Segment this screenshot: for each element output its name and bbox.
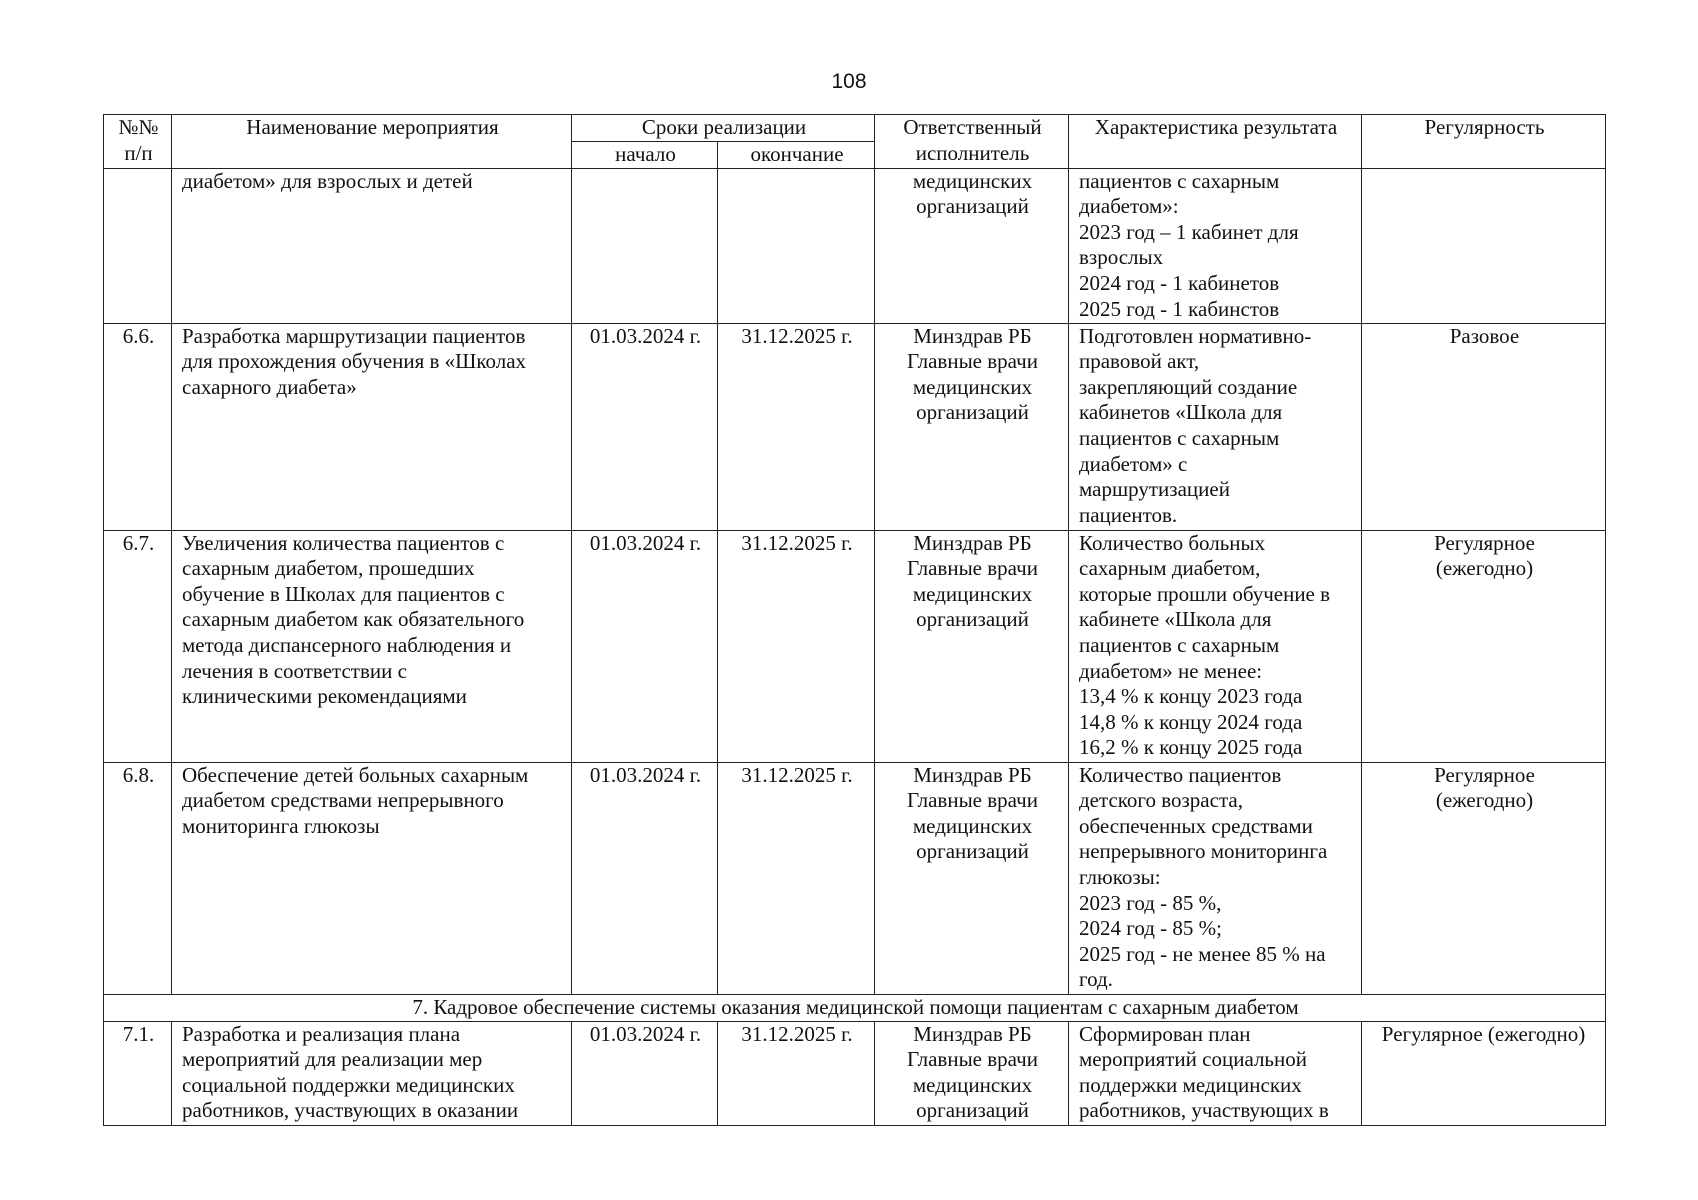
row-result-line: кабинетов «Школа для [1079, 400, 1283, 425]
row-result-line: Сформирован план [1079, 1021, 1251, 1046]
row-responsible-line: Минздрав РБ [913, 323, 1032, 348]
row-result-line: 13,4 % к концу 2023 года [1079, 684, 1303, 709]
row-responsible [875, 530, 1069, 762]
row-responsible-line: Минздрав РБ [913, 1021, 1032, 1046]
page-number: 108 [831, 70, 867, 93]
table-row [104, 168, 1606, 323]
row-regularity [1362, 1021, 1606, 1125]
row-name-line: клиническими рекомендациями [182, 684, 467, 709]
table-row [104, 762, 1606, 994]
row-responsible [875, 168, 1069, 323]
row-responsible-line: медицинских [912, 374, 1033, 399]
row-name-line: сахарного диабета» [182, 374, 357, 399]
row-name-line: работников, участвующих в оказании [182, 1098, 519, 1123]
row-name-line: для прохождения обучения в «Школах [182, 349, 527, 374]
section-row [104, 994, 1606, 1021]
row-result-line: 2024 год - 1 кабинетов [1079, 270, 1280, 295]
row-responsible-line: организаций [916, 194, 1029, 219]
row-responsible-line: организаций [916, 1098, 1029, 1123]
row-result-line: которые прошли обучение в [1079, 581, 1331, 606]
row-responsible [875, 323, 1069, 530]
row-responsible-line: Главные врачи [907, 556, 1038, 581]
row-responsible-line: Главные врачи [907, 349, 1038, 374]
row-result-line: обеспеченных средствами [1079, 813, 1313, 838]
table-row [104, 530, 1606, 762]
row-regularity-line: Регулярное [1434, 762, 1535, 787]
header-name: Наименование мероприятия [172, 115, 572, 169]
row-result [1069, 762, 1362, 994]
row-regularity [1362, 530, 1606, 762]
row-regularity-line: (ежегодно) [1435, 788, 1534, 813]
row-responsible-line: организаций [916, 839, 1029, 864]
header-number-line-1: №№ [118, 115, 159, 139]
row-responsible-line: медицинских [912, 1072, 1033, 1097]
row-responsible-line: медицинских [912, 813, 1033, 838]
row-name-line: мероприятий для реализации мер [182, 1047, 483, 1072]
row-name-line: Обеспечение детей больных сахарным [182, 762, 529, 787]
row-result [1069, 168, 1362, 323]
row-start [572, 168, 718, 323]
row-end [718, 168, 875, 323]
activities-table [103, 114, 1606, 1126]
row-responsible-line: Минздрав РБ [913, 530, 1032, 555]
row-name-line: диабетом средствами непрерывного [182, 788, 504, 813]
section-body [104, 994, 1606, 1125]
row-number: 6.7. [104, 530, 172, 762]
row-responsible-line: Главные врачи [907, 788, 1038, 813]
row-responsible-line: организаций [916, 400, 1029, 425]
row-result [1069, 530, 1362, 762]
header-regularity: Регулярность [1362, 115, 1606, 169]
row-name [172, 1021, 572, 1125]
row-name-line: мониторинга глюкозы [182, 813, 380, 838]
row-result-line: пациентов с сахарным [1079, 632, 1280, 657]
row-end: 31.12.2025 г. [718, 323, 875, 530]
row-responsible-line: медицинских [912, 168, 1033, 193]
row-name-line: Разработка и реализация плана [182, 1021, 461, 1046]
row-regularity-line: Разовое [1449, 323, 1520, 348]
row-regularity-line: (ежегодно) [1435, 556, 1534, 581]
row-name-line: сахарным диабетом, прошедших [182, 556, 475, 581]
row-number: 6.8. [104, 762, 172, 994]
row-result-line: 2024 год - 85 %; [1079, 916, 1222, 941]
row-result-line: Количество пациентов [1079, 762, 1282, 787]
row-name-line: Увеличения количества пациентов с [182, 530, 505, 555]
row-responsible-line: Минздрав РБ [913, 762, 1032, 787]
row-name [172, 762, 572, 994]
row-name-line: Разработка маршрутизации пациентов [182, 323, 526, 348]
header-number [104, 115, 172, 169]
row-result-line: мероприятий социальной [1079, 1047, 1307, 1072]
row-name [172, 323, 572, 530]
row-result-line: сахарным диабетом, [1079, 556, 1261, 581]
row-result-line: 2023 год – 1 кабинет для [1079, 219, 1299, 244]
row-result-line: детского возраста, [1079, 788, 1243, 813]
row-result-line: правовой акт, [1079, 349, 1200, 374]
row-result-line: 2025 год - не менее 85 % на [1079, 941, 1326, 966]
row-start: 01.03.2024 г. [572, 762, 718, 994]
table-body [104, 168, 1606, 994]
header-start: начало [572, 142, 718, 169]
row-result-line: маршрутизацией [1079, 477, 1230, 502]
header-end: окончание [718, 142, 875, 169]
row-name-line: метода диспансерного наблюдения и [182, 632, 512, 657]
row-result-line: диабетом» не менее: [1079, 658, 1263, 683]
header-responsible [875, 115, 1069, 169]
row-result-line: год. [1079, 967, 1113, 992]
row-result-line: 2023 год - 85 %, [1079, 890, 1222, 915]
row-name-line: обучение в Школах для пациентов с [182, 581, 505, 606]
row-result-line: Подготовлен нормативно- [1079, 323, 1312, 348]
row-result-line: поддержки медицинских [1079, 1072, 1302, 1097]
row-number [104, 168, 172, 323]
row-result-line: пациентов. [1079, 502, 1178, 527]
row-result-line: диабетом»: [1079, 194, 1179, 219]
table-row [104, 1021, 1606, 1125]
row-result-line: диабетом» с [1079, 451, 1188, 476]
row-result [1069, 1021, 1362, 1125]
row-end: 31.12.2025 г. [718, 1021, 875, 1125]
row-name-line: социальной поддержки медицинских [182, 1072, 515, 1097]
row-name [172, 530, 572, 762]
header-result: Характеристика результата [1069, 115, 1362, 169]
row-end: 31.12.2025 г. [718, 762, 875, 994]
row-start: 01.03.2024 г. [572, 1021, 718, 1125]
row-name [172, 168, 572, 323]
row-result-line: непрерывного мониторинга [1079, 839, 1328, 864]
row-result-line: пациентов с сахарным [1079, 168, 1280, 193]
row-result-line: работников, участвующих в [1079, 1098, 1329, 1123]
row-result [1069, 323, 1362, 530]
row-result-line: закрепляющий создание [1079, 374, 1298, 399]
header-responsible-line-2: исполнитель [915, 140, 1030, 165]
header-number-line-2: п/п [124, 140, 153, 165]
row-result-line: 2025 год - 1 кабинстов [1079, 296, 1280, 321]
row-number: 6.6. [104, 323, 172, 530]
row-result-line: взрослых [1079, 245, 1164, 270]
row-result-line: 16,2 % к концу 2025 года [1079, 735, 1303, 760]
row-responsible [875, 1021, 1069, 1125]
row-responsible [875, 762, 1069, 994]
row-regularity-line: Регулярное (ежегодно) [1381, 1021, 1586, 1046]
row-name-line: сахарным диабетом как обязательного [182, 607, 525, 632]
section-title: 7. Кадровое обеспечение системы оказания медицинской помощи пациентам с сахарным диабетом [104, 994, 1606, 1021]
row-start: 01.03.2024 г. [572, 323, 718, 530]
header-responsible-line-1: Ответственный [903, 115, 1042, 139]
row-regularity-line: Регулярное [1434, 530, 1535, 555]
row-number: 7.1. [104, 1021, 172, 1125]
row-start: 01.03.2024 г. [572, 530, 718, 762]
row-regularity [1362, 168, 1606, 323]
header-terms: Сроки реализации [572, 115, 875, 142]
row-regularity [1362, 762, 1606, 994]
row-result-line: кабинете «Школа для [1079, 607, 1272, 632]
row-result-line: пациентов с сахарным [1079, 425, 1280, 450]
row-result-line: глюкозы: [1079, 864, 1161, 889]
row-responsible-line: медицинских [912, 581, 1033, 606]
row-name-line: диабетом» для взрослых и детей [182, 168, 473, 193]
row-result-line: Количество больных [1079, 530, 1266, 555]
row-end: 31.12.2025 г. [718, 530, 875, 762]
row-name-line: лечения в соответствии с [182, 658, 407, 683]
table-row [104, 323, 1606, 530]
row-regularity [1362, 323, 1606, 530]
row-responsible-line: Главные врачи [907, 1047, 1038, 1072]
row-responsible-line: организаций [916, 607, 1029, 632]
row-result-line: 14,8 % к концу 2024 года [1079, 709, 1303, 734]
